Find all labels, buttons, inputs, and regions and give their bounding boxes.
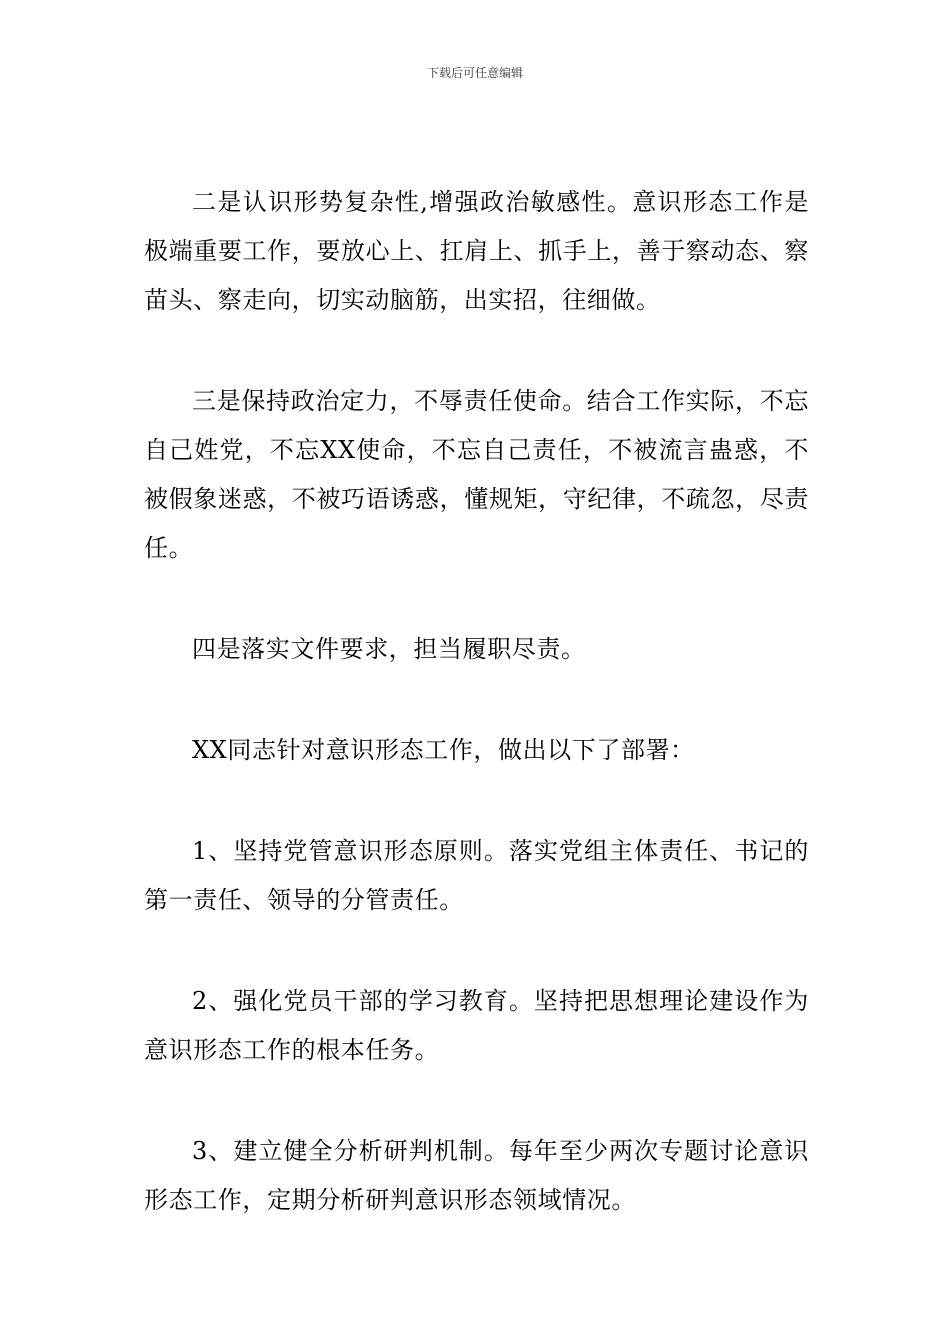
document-body [144,178,809,1225]
paragraph-implementation: 四是落实文件要求，担当履职尽责。 [192,635,586,663]
paragraph-political-resolve: 三是保持政治定力，不辱责任使命。结合工作实际，不忘自己姓党，不忘XX使命，不忘自己责任，不被流言蛊惑，不被假象迷惑，不被巧语诱惑，懂规矩，守纪律，不疏忽，尽责任。 [144,387,809,562]
page-header: 下载后可任意编辑 [426,66,523,80]
paragraph-deployment-intro: XX同志针对意识形态工作，做出以下了部署： [192,736,695,764]
paragraph-item-1: 1、坚持党管意识形态原则。落实党组主体责任、书记的第一责任、领导的分管责任。 [144,837,809,914]
paragraph-item-3: 3、建立健全分析研判机制。每年至少两次专题讨论意识形态工作，定期分析研判意识形态领域情况。 [144,1137,809,1214]
paragraph-item-2: 2、强化党员干部的学习教育。坚持把思想理论建设作为意识形态工作的根本任务。 [144,987,809,1064]
paragraph-awareness: 二是认识形势复杂性,增强政治敏感性。意识形态工作是极端重要工作，要放心上、扛肩上、抓手上，善于察动态、察苗头、察走向，切实动脑筋，出实招，往细做。 [144,188,809,314]
